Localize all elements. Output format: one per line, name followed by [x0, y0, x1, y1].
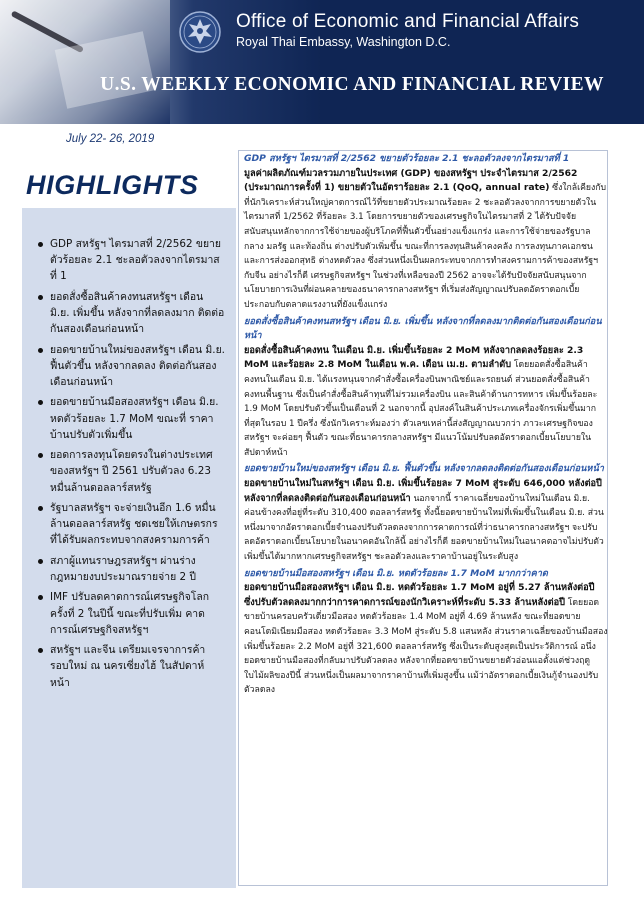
- highlight-item: ยอดขายบ้านใหม่ของสหรัฐฯ เดือน มิ.ย. ฟื้นตัวขึ้น หลังจากลดลง ติดต่อกันสองเดือนก่อนหน้า: [38, 342, 226, 391]
- bullet-icon: [38, 348, 43, 353]
- highlight-item: รัฐบาลสหรัฐฯ จะจ่ายเงินอีก 1.6 หมื่น ล้านดอลลาร์สหรัฐ ชดเชยให้เกษตรกร ที่ได้รับผลกระทบจากสงครามการค้า: [38, 500, 226, 549]
- banner-photo: [0, 0, 170, 124]
- header-banner: [0, 0, 644, 124]
- highlight-item: IMF ปรับลดคาดการณ์เศรษฐกิจโลก ครั้งที่ 2 ในปีนี้ ขณะที่ปรับเพิ่ม คาดการณ์เศรษฐกิจสหรัฐฯ: [38, 589, 226, 638]
- review-title: U.S. WEEKLY ECONOMIC AND FINANCIAL REVIEW: [100, 74, 604, 95]
- articles-column: [244, 152, 608, 700]
- highlight-item: GDP สหรัฐฯ ไตรมาสที่ 2/2562 ขยายตัวร้อยละ 2.1 ชะลอตัวลงจากไตรมาสที่ 1: [38, 236, 226, 285]
- article-heading: ยอดขายบ้านมือสองสหรัฐฯ เดือน มิ.ย. หดตัวร้อยละ 1.7 MoM มากกว่าคาด: [244, 567, 548, 579]
- article-body: โดยยอดขายบ้านครอบครัวเดี่ยวมือสอง หดตัวร้อยละ 1.4 MoM อยู่ที่ 4.69 ล้านหลัง ขณะที่ยอดขายคอนโดมิเนียมมือสอง หดตัวร้อยละ 3.3 MoM สู่ระดับ 5.8 แสนหลัง ส่วนราคาเฉลี่ยของบ้านมือสองเพิ่มขึ้นร้อยละ 2.2 MoM อยู่ที่ 321,600 ดอลลาร์สหรัฐ ซึ่งเป็นระดับสูงสุดเป็นประวัติการณ์ อนึ่ง ยอดขายบ้านมือสองที่กลับมาปรับตัวลดลง หลังจากที่ยอดขายบ้านขยายตัวอ่อนแอตั้งแต่ช่วงฤดูใบไม้ผลิของปีนี้ ส่วนหนึ่งเป็นผลมาจากราคาบ้านที่เพิ่มสูงขึ้น แม้ว่าอัตราดอกเบี้ยเงินกู้จำนองปรับตัวลดลง: [244, 597, 608, 696]
- highlight-item: ยอดสั่งซื้อสินค้าคงทนสหรัฐฯ เดือน มิ.ย. เพิ่มขึ้น หลังจากที่ลดลงมาก ติดต่อกันสองเดือนก่อนหน้า: [38, 289, 226, 338]
- article-lead: ยอดขายบ้านมือสองสหรัฐฯ เดือน มิ.ย. หดตัวร้อยละ 1.7 MoM อยู่ที่ 5.27 ล้านหลังต่อปี ซึ่งปรับตัวลดลงมากกว่าการคาดการณ์ของนักวิเคราะห์ที่ระดับ 5.33 ล้านหลังต่อปี: [244, 582, 595, 608]
- bullet-icon: [38, 295, 43, 300]
- article-durable-goods: [244, 315, 608, 461]
- highlight-item: ยอดการลงทุนโดยตรงในต่างประเทศ ของสหรัฐฯ ปี 2561 ปรับตัวลง 6.23 หมื่นล้านดอลลาร์สหรัฐ: [38, 447, 226, 496]
- bullet-icon: [38, 559, 43, 564]
- highlight-item: สหรัฐฯ และจีน เตรียมเจรจาการค้า รอบใหม่ ณ นครเซี่ยงไฮ้ ในสัปดาห์ หน้า: [38, 642, 226, 691]
- article-body: โดยยอดสั่งซื้อสินค้าคงทนในเดือน มิ.ย. ได้แรงหนุนจากคำสั่งซื้อเครื่องบินพาณิชย์และรถยนต์ ส่วนยอดสั่งซื้อสินค้าคงทนพื้นฐาน ซึ่งเป็นคำสั่งซื้อสินค้าทุนที่ไม่รวมเครื่องบิน และสินค้าด้านการทหาร เพิ่มขึ้นร้อยละ 1.9 MoM โดยปรับตัวขึ้นเป็นเดือนที่ 2 นอกจากนี้ อุปสงค์ในสินค้าประเภทเครื่องจักรเพิ่มขึ้นมากที่สุดในรอบ 1 ปีครึ่ง ซึ่งนักวิเคราะห์มองว่า ตัวเลขเหล่านี้ส่งสัญญาณบวกว่า ภาวะเศรษฐกิจของสหรัฐฯ จะค่อยๆ ฟื้นตัว ขณะที่ธนาคารกลางสหรัฐฯ มีแนวโน้มปรับลดอัตราดอกเบี้ยนโยบายในสัปดาห์หน้า: [244, 360, 598, 458]
- article-heading: GDP สหรัฐฯ ไตรมาสที่ 2/2562 ขยายตัวร้อยละ 2.1 ชะลอตัวลงจากไตรมาสที่ 1: [244, 153, 570, 164]
- article-lead: มูลค่าผลิตภัณฑ์มวลรวมภายในประเทศ (GDP) ของสหรัฐฯ ประจำไตรมาส 2/2562 (ประมาณการครั้งที่ 1) ขยายตัวในอัตราร้อยละ 2.1 (QoQ, annual rate): [244, 167, 578, 194]
- highlights-title: HIGHLIGHTS: [26, 170, 199, 200]
- bullet-icon: [38, 506, 43, 511]
- highlight-item: สภาผู้แทนราษฎรสหรัฐฯ ผ่านร่าง กฎหมายงบประมาณรายจ่าย 2 ปี: [38, 553, 226, 585]
- article-gdp: [244, 152, 608, 313]
- org-name: Office of Economic and Financial Affairs: [236, 11, 580, 32]
- article-existing-home-sales: [244, 567, 608, 698]
- highlight-item: ยอดขายบ้านมือสองสหรัฐฯ เดือน มิ.ย. หดตัวร้อยละ 1.7 MoM ขณะที่ ราคาบ้านปรับตัวเพิ่มขึ้น: [38, 394, 226, 443]
- article-lead: ยอดสั่งซื้อสินค้าคงทน ในเดือน มิ.ย. เพิ่มขึ้นร้อยละ 2 MoM หลังจากลดลงร้อยละ 2.3 MoM และร้อยละ 2.8 MoM ในเดือน พ.ค. เดือน เม.ย. ตามลำดับ: [244, 344, 584, 371]
- report-date: July 22- 26, 2019: [66, 133, 155, 145]
- highlights-list: [22, 236, 236, 695]
- article-body: ซึ่งใกล้เคียงกับที่นักวิเคราะห์ส่วนใหญ่คาดการณ์ไว้ที่ขยายตัวประมาณร้อยละ 2 ชะลอตัวลงจากการขยายตัวในไตรมาสที่ 1/2562 ที่ร้อยละ 3.1 โดยการขยายตัวของเศรษฐกิจในไตรมาสที่ 2 ได้รับปัจจัยสนับสนุนหลักจากการใช้จ่ายของผู้บริโภคที่ฟื้นตัวขึ้นอย่างแข็งแกร่ง และการใช้จ่ายของรัฐบาลกลาง มลรัฐ และท้องถิ่น ต่างปรับตัวเพิ่มขึ้น ขณะที่การลงทุนสินค้าคงคลัง การลงทุนภาคเอกชน และการส่งออกสุทธิ ต่างหดตัวลง ซึ่งส่วนหนึ่งเป็นผลกระทบจากการทำสงครามการค้าของสหรัฐฯ กับจีน อย่างไรก็ดี เศรษฐกิจสหรัฐฯ ในช่วงที่เหลือของปี 2562 อาจจะได้รับปัจจัยสนับสนุนจากนโยบายการเงินที่ผ่อนคลายของธนาคารกลางสหรัฐฯ ที่เริ่มส่งสัญญาณปรับลดอัตราดอกเบี้ย ประกอบกับตลาดแรงงานที่ยังแข็งแกร่ง: [244, 183, 607, 310]
- bullet-icon: [38, 242, 43, 247]
- garuda-seal-icon: [178, 10, 222, 54]
- org-subtitle: Royal Thai Embassy, Washington D.C.: [236, 35, 451, 49]
- article-heading: ยอดสั่งซื้อสินค้าคงทนสหรัฐฯ เดือน มิ.ย. เพิ่มขึ้น หลังจากที่ลดลงมากติดต่อกันสองเดือนก่อนหน้า: [244, 315, 602, 342]
- bullet-icon: [38, 595, 43, 600]
- article-body: นอกจากนี้ ราคาเฉลี่ยของบ้านใหม่ในเดือน มิ.ย. ค่อนข้างคงที่อยู่ที่ระดับ 310,400 ดอลลาร์สหรัฐ ทั้งนี้ยอดขายบ้านใหม่ที่เพิ่มขึ้นในเดือน มิ.ย. ส่วนหนึ่งมาจากอัตราดอกเบี้ยจำนองปรับตัวลดลงจากการคาดการณ์ที่ว่าธนาคารกลางสหรัฐฯ จะปรับลดอัตราดอกเบี้ยนโยบายในอนาคตอันใกล้นี้ อย่างไรก็ดี ยอดขายบ้านใหม่ในอนาคตอาจไม่ปรับตัวเพิ่มขึ้นได้มากหากเศรษฐกิจสหรัฐฯ ชะลอตัวลงและราคาบ้านอยู่ในระดับสูง: [244, 493, 604, 563]
- article-lead: ยอดขายบ้านใหม่ในสหรัฐฯ เดือน มิ.ย. เพิ่มขึ้นร้อยละ 7 MoM สู่ระดับ 646,000 หลังต่อปี หลังจากที่ลดลงติดต่อกันสองเดือนก่อนหน้า: [244, 478, 602, 504]
- article-new-home-sales: [244, 462, 608, 564]
- bullet-icon: [38, 648, 43, 653]
- bullet-icon: [38, 400, 43, 405]
- article-heading: ยอดขายบ้านใหม่ของสหรัฐฯ เดือน มิ.ย. ฟื้นตัวขึ้น หลังจากลดลงติดต่อกันสองเดือนก่อนหน้า: [244, 463, 604, 475]
- bullet-icon: [38, 453, 43, 458]
